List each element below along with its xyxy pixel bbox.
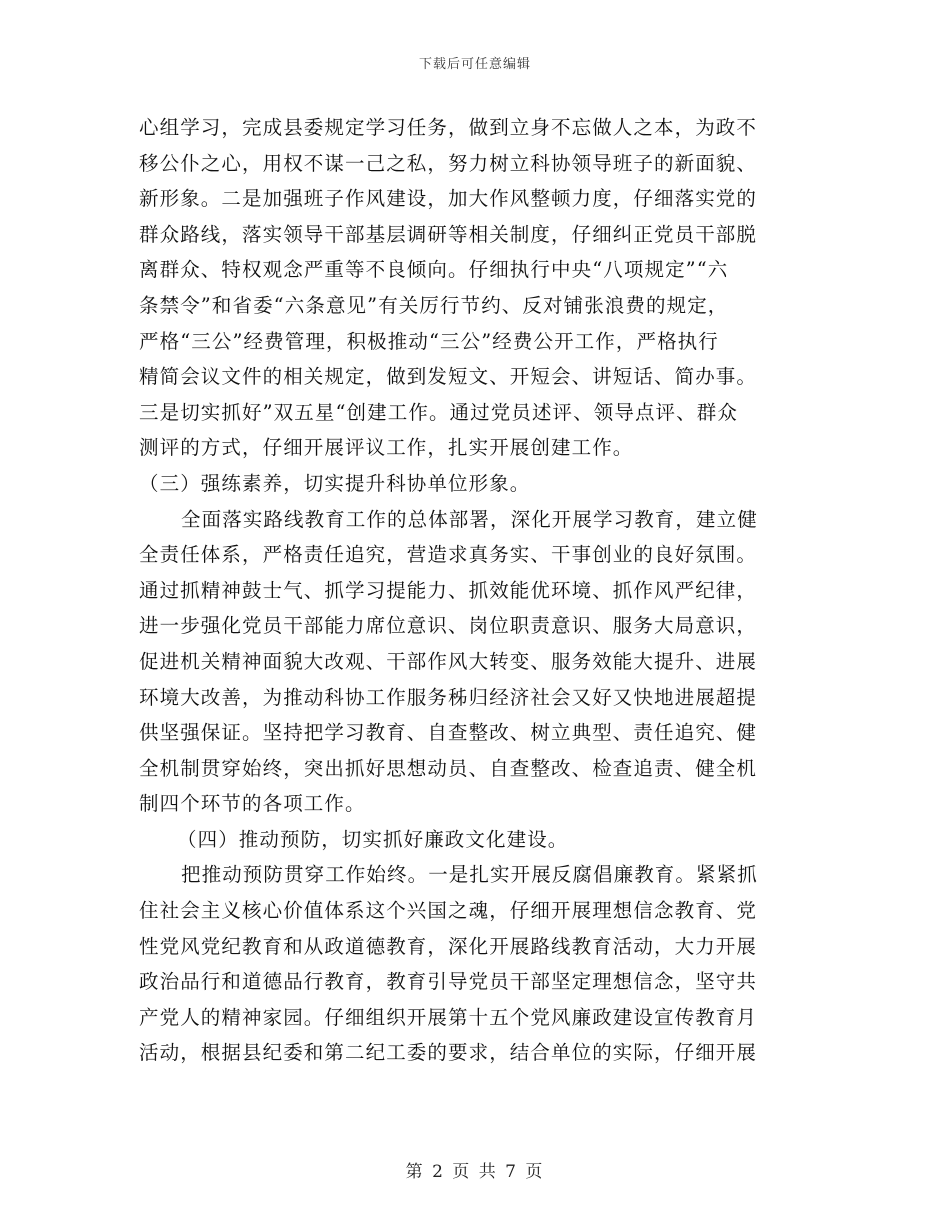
text-line: 进一步强化党员干部能力席位意识、岗位职责意识、服务大局意识， [139,614,758,638]
text-line: 性党风党纪教育和从政道德教育，深化开展路线教育活动，大力开展 [139,934,758,958]
page-header-note: 下载后可任意编辑 [418,57,531,72]
text-line: 条禁令”和省委“六条意见”有关厉行节约、反对铺张浪费的规定， [139,293,729,317]
text-line: 政治品行和道德品行教育，教育引导党员干部坚定理想信念，坚守共 [139,970,758,994]
text-line: 心组学习，完成县委规定学习任务，做到立身不忘做人之本，为政不 [139,116,758,139]
section-heading: （三）强练素养，切实提升科协单位形象。 [139,471,531,495]
section-heading: （四）推动预防，切实抓好廉政文化建设。 [177,827,569,851]
text-line: 全面落实路线教育工作的总体部署，深化开展学习教育，建立健 [181,507,758,531]
text-line: 供坚强保证。坚持把学习教育、自查整改、树立典型、责任追究、健 [139,721,758,745]
page-number: 第 2 页 共 7 页 [405,1162,545,1182]
text-line: 住社会主义核心价值体系这个兴国之魂，仔细开展理想信念教育、党 [139,899,758,923]
text-line: 严格“三公”经费管理，积极推动“三公”经费公开工作，严格执行 [139,329,719,353]
text-line: 产党人的精神家园。仔细组织开展第十五个党风廉政建设宣传教育月 [139,1005,758,1029]
text-line: 测评的方式，仔细开展评议工作，扎实开展创建工作。 [139,436,634,460]
text-line: 移公仆之心，用权不谋一己之私，努力树立科协领导班子的新面貌、 [139,151,758,175]
text-line: 环境大改善，为推动科协工作服务秭归经济社会又好又快地进展超提 [139,685,758,709]
text-line: 三是切实抓好”双五星“创建工作。通过党员述评、领导点评、群众 [139,400,738,424]
text-line: 新形象。二是加强班子作风建设，加大作风整顿力度，仔细落实党的 [139,187,758,211]
text-line: 离群众、特权观念严重等不良倾向。仔细执行中央“八项规定”“六 [139,258,729,282]
text-line: 全责任体系，严格责任追究，营造求真务实、干事创业的良好氛围。 [139,543,758,567]
text-line: 群众路线，落实领导干部基层调研等相关制度，仔细纠正党员干部脱 [139,222,758,246]
text-line: 制四个环节的各项工作。 [139,792,366,816]
text-line: 促进机关精神面貌大改观、干部作风大转变、服务效能大提升、进展 [139,649,758,673]
text-line: 精简会议文件的相关规定，做到发短文、开短会、讲短话、简办事。 [139,365,758,389]
document-body [139,110,799,1071]
text-line: 全机制贯穿始终，突出抓好思想动员、自查整改、检查追责、健全机 [139,756,758,780]
text-line: 活动，根据县纪委和第二纪工委的要求，结合单位的实际，仔细开展 [139,1041,758,1065]
text-line: 通过抓精神鼓士气、抓学习提能力、抓效能优环境、抓作风严纪律， [139,578,758,602]
text-line: 把推动预防贯穿工作始终。一是扎实开展反腐倡廉教育。紧紧抓 [181,863,758,887]
